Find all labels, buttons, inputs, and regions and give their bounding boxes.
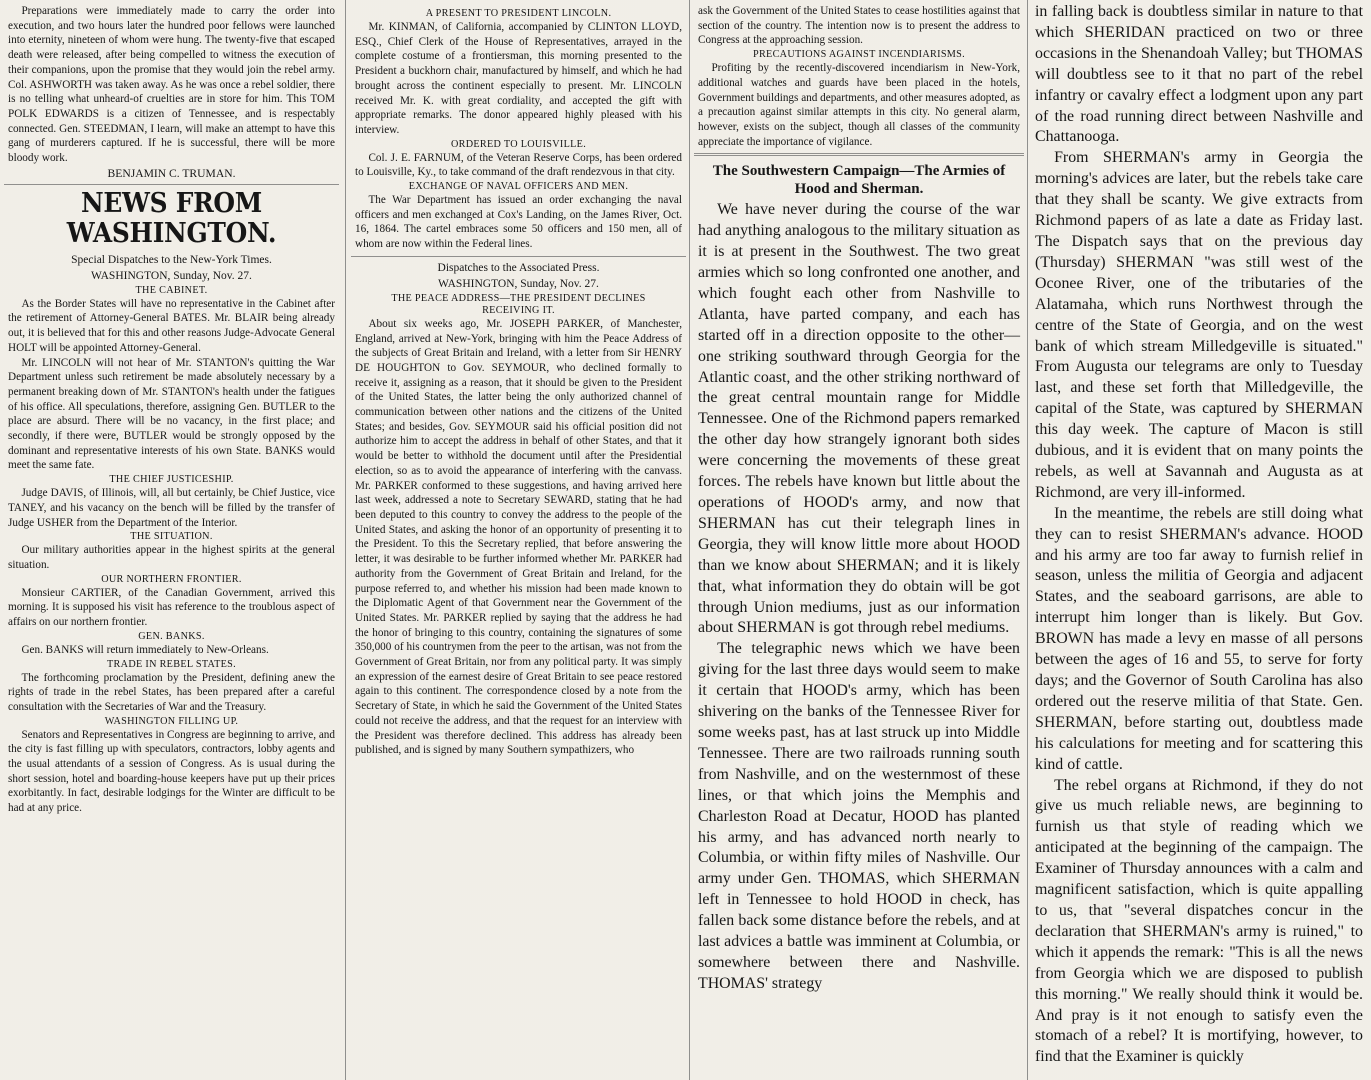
article-paragraph: ask the Government of the United States to cease hostilities against that section of the country. The intention now is to present the address to Congress at the approaching session. (698, 5, 1020, 47)
article-paragraph: The War Department has issued an order exchanging the naval officers and men exchanged at Cox's Landing, on the James River, Oct. 16, 1864. The cartel embraces some 50 officers and 150 men, all of whom are now within the Federal lines. (355, 194, 682, 251)
article-paragraph: We have never during the course of the war had anything analogous to the military situation as it is at present in the Southwest. The two great armies which so long confronted one another, and which fought each other from Nashville to Atlanta, have parted company, and each has started off in a direction opposite to the other—one striking southward through Georgia for the Atlantic coast, and the other striking northward of the great central mountain range for Middle Tennessee. One of the Richmond papers remarked the other day how strangely ignorant both sides were concerning the movements of these great forces. The rebels have known but little about the operations of HOOD's army, and now that SHERMAN has cut their telegraph lines in Georgia, they will know little more about HOOD than we know about SHERMAN; and it is likely that, what information they do obtain will be got through Union mediums, just as our information about SHERMAN is got through rebel mediums. (698, 201, 1020, 637)
article-paragraph: The forthcoming proclamation by the President, defining anew the rights of trade in the rebel States, has been prepared after a careful consultation with the Secretaries of War and the Treasury. (8, 671, 335, 713)
divider (351, 256, 686, 257)
article-paragraph: In the meantime, the rebels are still doing what they can to resist SHERMAN's advance. HOOD and his army are too far away to furnish relief in season, unless the militia of Georgia and adjacent States, and the seaboard garrisons, are able to interrupt him longer than is likely. But Gov. BROWN has made a levy en masse of all persons between the ages of 16 and 55, to serve for forty days; and the Governor of South Carolina has also ordered out the reserve militia of that State. Gen. SHERMAN, before starting out, doubtless made his calculations for meeting and for scattering this kind of cattle. (1035, 504, 1363, 773)
signature: BENJAMIN C. TRUMAN. (107, 166, 236, 180)
section-headline: NEWS FROM WASHINGTON. (66, 187, 277, 249)
divider (694, 153, 1024, 156)
column-rule (689, 0, 690, 1080)
article-paragraph: The telegraphic news which we have been giving for the last three days would seem to make it certain that HOOD's army, which has been shivering on the banks of the Tennessee River for some weeks past, has at last struck up into Middle Tennessee. There are two railroads running south from Nashville, and on the westernmost of these lines, or that which joins the Memphis and Charleston Road at Decatur, HOOD has planted his army, and has advanced north nearly to Columbia, or within fifty miles of Nashville. Our army under Gen. THOMAS, which SHERMAN left in Tennessee to hold HOOD in check, has fallen back some distance before the rebels, and at last advices a battle was imminent at Columbia, or somewhere between there and Nashville. THOMAS' strategy (698, 640, 1020, 992)
article-paragraph: As the Border States will have no representative in the Cabinet after the retirement of Attorney-General BATES. Mr. BLAIR being already out, it is believed that for this and other reasons Judge-Advocate General HOLT will be appointed Attorney-General. (8, 297, 335, 354)
article-paragraph: Our military authorities appear in the highest spirits at the general situation. (8, 544, 335, 571)
column-rule (1027, 0, 1028, 1080)
article-paragraph: Mr. KINMAN, of California, accompanied by CLINTON LLOYD, ESQ., Chief Clerk of the House of Representatives, arrayed in the complete costume of a frontiersman, this morning presented to the President a buckhorn chair, manufactured by himself, and which he had brought across the continent especially to present. Mr. LINCOLN received Mr. K. with great cordiality, and accepted the gift with appropriate remarks. The donor appeared highly pleased with his interview. (355, 21, 682, 136)
article-paragraph: Mr. LINCOLN will not hear of Mr. STANTON's quitting the War Department unless such retirement be made absolutely necessary by a permanent breaking down of Mr. STANTON's health under the fatigues of his office. All speculations, therefore, assigning Gen. BUTLER to the place are absurd. There will be no vacancy, in the first place; and secondly, if there were, BUTLER would be strongly opposed by the dominant and representative interests of his own State. BANKS would meet the same fate. (8, 356, 335, 472)
column-1 (4, 0, 339, 1080)
article-paragraph: Senators and Representatives in Congress are beginning to arrive, and the city is fast filling up with speculators, contractors, lobby agents and the usual attendants of a session of Congress. As is usual during the short session, hotel and boarding-house keepers have put up their prices exorbitantly. In fact, desirable lodgings for the Winter are difficult to be had at any price. (8, 728, 335, 815)
dispatch-source: Dispatches to the Associated Press. (437, 261, 600, 274)
column-3 (694, 0, 1024, 1080)
article-paragraph: About six weeks ago, Mr. JOSEPH PARKER, of Manchester, England, arrived at New-York, bringing with him the Peace Address of the subjects of Great Britain and Ireland, with a letter from Sir HENRY DE HOUGHTON to Gov. SEYMOUR, who declined formally to receive it, assigning as a reason, that it should be given to the President of the United States, the latter being the only authorized channel of communication between other nations and the citizens of the United States; and besides, Gov. SEYMOUR said his official position did not authorize him to accept the address in behalf of other States, and that it would be better to withhold the document until after the Presidential election, so as to avoid the appearance of interfering with the canvass. Mr. PARKER conformed to these suggestions, and having arrived here last week, addressed a note to Secretary SEWARD, stating that he had been deputed to this country to convey the address to the people of the United States, and asking the honor of an opportunity of presenting it to the President. To this the Secretary replied, that before answering the letter, it was desirable to be further informed whether Mr. PARKER had authority from the Government of Great Britain and Ireland, for the purpose referred to, and whether his mission had been made known to the Diplomatic Agent of that Government near the Government of the United States. Mr. PARKER replied by saying that the address he had the honor of bringing to this country, containing the signatures of some 350,000 of his countrymen from the peer to the artisan, was not from the Government of Great Britain, nor from any political party. It was simply an expression of the earnest desire of Great Britain to see peace restored again to this continent. The correspondence closed by a note from the Secretary of State, in which he said the Government of the United States could not receive the address, and that the request for an interview with the President was therefore declined. This address has already been published, and is signed by many Southern sympathizers, who (355, 317, 682, 757)
section-title: THE CHIEF JUSTICESHIP. (109, 474, 234, 486)
article-paragraph: The rebel organs at Richmond, if they do not give us much reliable news, are beginning to furnish us that style of reading which we anticipated at the beginning of the campaign. The Examiner of Thursday announces with a calm and magnificent satisfaction, which is quite appalling to us, that "several dispatches concur in the declaration that SHERMAN's army is ruined," to which it appends the remark: "This is all the news from Georgia which we are disposed to publish this morning." We really should think it would be. And pray is it not enough to satisfy even the stomach of a rebel? It is mortifying, however, to find that the Examiner is quickly (1035, 776, 1363, 1066)
column-2 (351, 0, 686, 1080)
article-paragraph: Preparations were immediately made to carry the order into execution, and two hours later the hundred poor fellows were launched into eternity, nineteen of whom were hung. The twenty-five that escaped death were released, after being compelled to witness the execution of their companions, upon the promise that they would join the rebel army. Col. ASHWORTH was taken away. As he was once a rebel soldier, there is no telling what unheard-of cruelties are in store for him. This TOM POLK EDWARDS is a citizen of Tennessee, and is respectably connected. Gen. STEEDMAN, I learn, will make an attempt to have this gang of murderers captured. If he is successful, there will be more bloody work. (8, 5, 335, 165)
section-title: THE PEACE ADDRESS—THE PRESIDENT DECLINES (391, 292, 646, 304)
article-paragraph: Col. J. E. FARNUM, of the Veteran Reserve Corps, has been ordered to Louisville, Ky., to take command of the draft rendezvous in that city. (355, 151, 682, 179)
dispatch-dateline: WASHINGTON, Sunday, Nov. 27. (91, 269, 252, 282)
section-title: PRECAUTIONS AGAINST INCENDIARISMS. (752, 49, 965, 61)
section-title: RECEIVING IT. (482, 304, 555, 316)
section-title: THE SITUATION. (130, 531, 213, 543)
article-paragraph: Monsieur CARTIER, of the Canadian Government, arrived this morning. It is supposed his visit has reference to the troublous aspect of affairs on our northern frontier. (8, 586, 335, 629)
article-paragraph: Gen. BANKS will return immediately to New-Orleans. (21, 643, 269, 656)
dispatch-dateline: WASHINGTON, Sunday, Nov. 27. (438, 277, 599, 290)
column-4 (1031, 0, 1367, 1080)
section-title: THE CABINET. (135, 284, 208, 296)
article-paragraph: From SHERMAN's army in Georgia the morning's advices are later, but the rebels take care that they shall be scanty. We give extracts from Richmond papers of as late a date as Friday last. The Dispatch says that on the previous day (Thursday) SHERMAN "was still west of the Oconee River, one of the tributaries of the Alatamaha, which runs Northwest through the centre of the State of Georgia, and on the west bank of which stream Milledgeville is situated." From Augusta our telegrams are only to Tuesday last, and these set forth that Milledgeville, the capital of the State, was captured by SHERMAN this day week. The capture of Macon is still dubious, and it is evident that on many points the rebels, as well at Savannah and Augusta as at Richmond, are very ill-informed. (1035, 149, 1363, 501)
divider (4, 184, 339, 185)
article-paragraph: Profiting by the recently-discovered incendiarism in New-York, additional watches and guards have been placed in the hotels, Government buildings and departments, and other measures adopted, as a precaution against similar attempts in this city. No general alarm, however, exists on the subject, though all classes of the community appreciate the importance of vigilance. (698, 62, 1020, 148)
article-paragraph: Judge DAVIS, of Illinois, will, all but certainly, be Chief Justice, vice TANEY, and his vacancy on the bench will be filled by the transfer of Judge USHER from the Department of the Interior. (8, 487, 335, 529)
section-title: TRADE IN REBEL STATES. (107, 658, 236, 670)
editorial-title: The Southwestern Campaign—The Armies of Hood and Sherman. (712, 163, 1006, 198)
section-title: A PRESENT TO PRESIDENT LINCOLN. (425, 8, 612, 19)
section-title: OUR NORTHERN FRONTIER. (101, 573, 242, 585)
section-title: EXCHANGE OF NAVAL OFFICERS AND MEN. (408, 181, 629, 193)
column-rule (345, 0, 346, 1080)
section-title: WASHINGTON FILLING UP. (104, 715, 239, 727)
section-title: GEN. BANKS. (138, 630, 205, 642)
section-title: ORDERED TO LOUISVILLE. (450, 138, 587, 150)
article-paragraph: in falling back is doubtless similar in nature to that which SHERIDAN practiced on two or three occasions in the Shenandoah Valley; but THOMAS will doubtless see to it that no part of the rebel infantry or cavalry effect a lodgment upon any part of the road running direct between Nashville and Chattanooga. (1035, 3, 1363, 146)
dispatch-source: Special Dispatches to the New-York Times. (71, 253, 272, 266)
